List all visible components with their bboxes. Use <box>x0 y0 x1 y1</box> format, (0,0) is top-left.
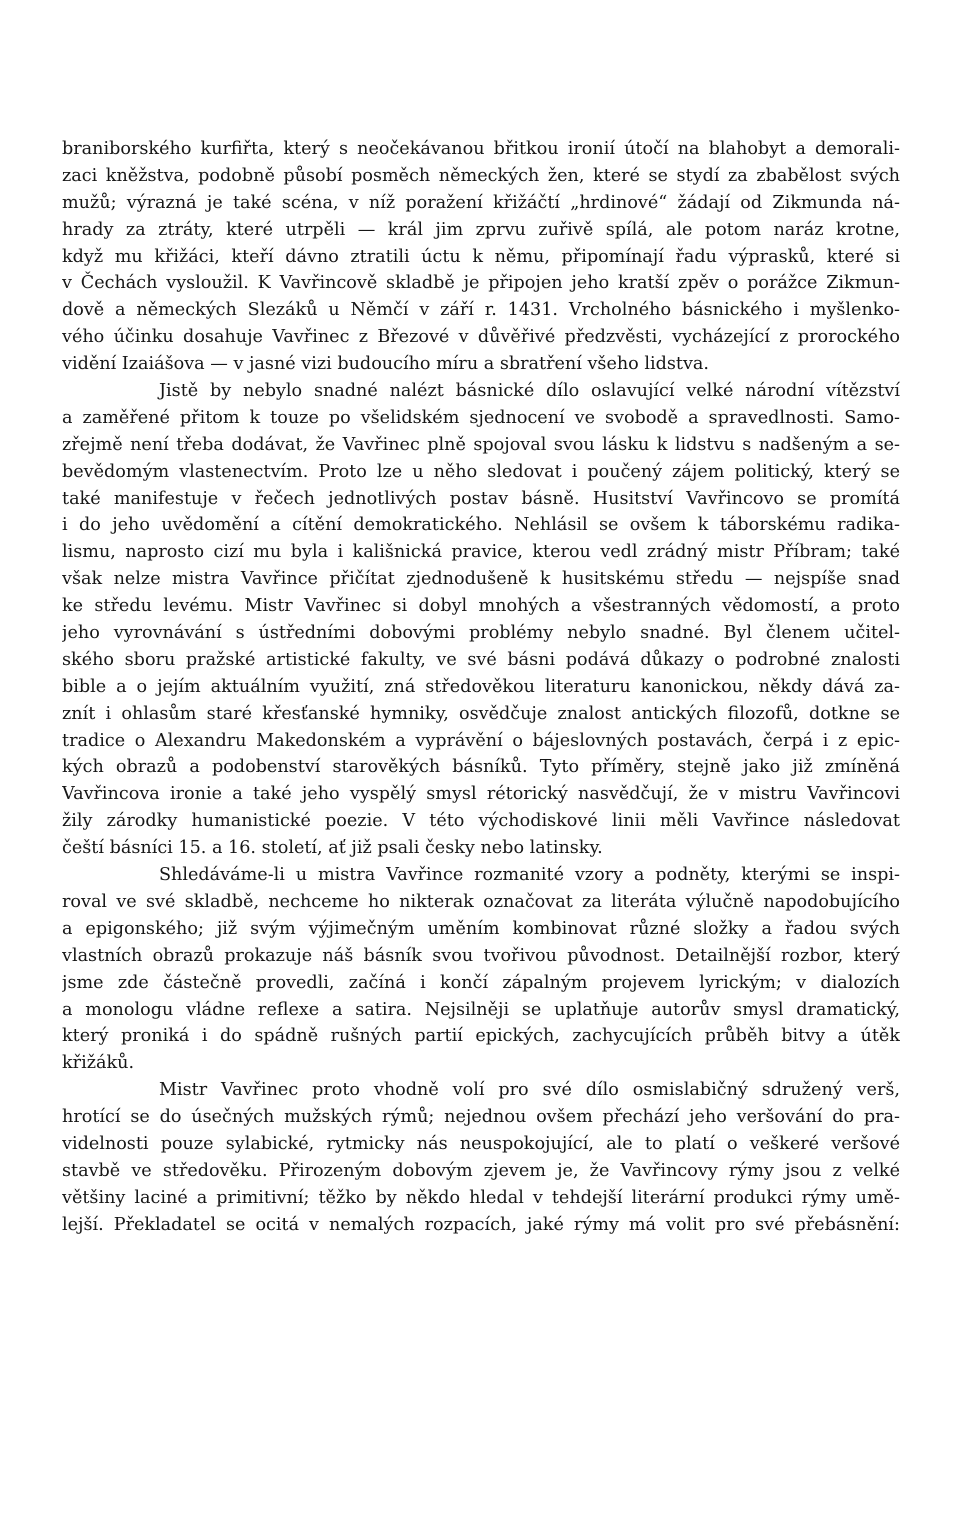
text-line: tradice o Alexandru Makedonském a vyprávění o bájeslovných postavách, čerpá i z epic- <box>62 730 900 751</box>
text-line: a epigonského; již svým výjimečným uměním kombinovat různé složky a řadou svých <box>62 918 900 939</box>
text-line: Mistr Vavřinec proto vhodně volí pro své dílo osmislabičný sdružený verš, <box>159 1080 900 1101</box>
text-line: když mu křižáci, kteří dávno ztratili úctu k němu, připomínají řadu výprasků, které si <box>62 246 900 267</box>
text-line: hrady za ztráty, které utrpěli — král jim zprvu zuřivě spílá, ale potom naráz krotne, <box>62 219 900 240</box>
text-line: také manifestuje v řečech jednotlivých postav básně. Husitství Vavřincovo se promítá <box>62 488 900 509</box>
text-line: Shledáváme-li u mistra Vavřince rozmanité vzory a podněty, kterými se inspi- <box>159 865 900 886</box>
text-line: znít i ohlasům staré křesťanské hymniky, osvědčuje znalost antických filozofů, dotkne se <box>62 703 900 724</box>
text-line: zaci kněžstva, podobně působí posměch německých žen, které se stydí za zbabělost svých <box>62 165 900 186</box>
text-line: a monologu vládne reflexe a satira. Nejsilněji se uplatňuje autorův smysl dramatický, <box>62 999 900 1020</box>
text-line: braniborského kurfiřta, který s neočekávanou břitkou ironií útočí na blahobyt a demorali- <box>62 139 900 159</box>
text-line: Vavřincova ironie a také jeho vyspělý smysl rétorický nasvědčují, že v mistru Vavřincovi <box>62 784 900 805</box>
text-line: bible a o jejím aktuálním využití, zná středověkou literaturu kanonickou, někdy dává za- <box>62 676 900 697</box>
text-line: žily zárodky humanistické poezie. V této východiskové linii měli Vavřince následovat <box>62 811 900 832</box>
text-line: lismu, naprosto cizí mu byla i kališnická pravice, kterou vedl zrádný mistr Příbram; také <box>62 542 900 563</box>
page-text <box>62 136 900 1239</box>
paragraph-1 <box>62 136 900 378</box>
text-line: který proniká i do spádně rušných partií epických, zachycujících průběh bitvy a útěk <box>62 1026 900 1047</box>
paragraph-3 <box>62 862 900 1077</box>
paragraph-4 <box>62 1077 900 1238</box>
text-line: lejší. Překladatel se ocitá v nemalých rozpacích, jaké rýmy má volit pro své přebásnění: <box>62 1214 900 1235</box>
text-line: videlnosti pouze sylabické, rytmicky nás neuspokojující, ale to platí o veškeré veršové <box>62 1133 900 1154</box>
text-line: vidění Izaiášova — v jasné vizi budoucího míru a sbratření všeho lidstva. <box>62 354 710 375</box>
text-line: jeho vyrovnávání s ústředními dobovými problémy nebylo snadné. Byl členem učitel- <box>62 623 900 644</box>
text-line: však nelze mistra Vavřince přičítat zjednodušeně k husitskému středu — nejspíše snad <box>62 569 900 590</box>
text-line: vlastních obrazů prokazuje náš básník svou tvořivou původnost. Detailnější rozbor, který <box>62 945 900 966</box>
text-line: Jistě by nebylo snadné nalézt básnické dílo oslavující velké národní vítězství <box>159 381 900 402</box>
text-line: roval ve své skladbě, nechceme ho nikterak označovat za literáta výlučně napodobujícího <box>62 891 900 912</box>
text-line: mužů; výrazná je také scéna, v níž poražení křižáčtí „hrdinové“ žádají od Zikmunda ná- <box>62 192 900 213</box>
text-line: většiny laciné a primitivní; těžko by někdo hledal v tehdejší literární produkci rýmy umě- <box>62 1187 900 1208</box>
text-line: čeští básníci 15. a 16. století, ať již psali česky nebo latinsky. <box>62 838 603 859</box>
text-line: zřejmě není třeba dodávat, že Vavřinec plně spojoval svou lásku k lidstvu s nadšeným a se- <box>62 434 900 455</box>
text-line: i do jeho uvědomění a cítění demokratického. Nehlásil se ovšem k táborskému radika- <box>62 515 900 536</box>
text-line: v Čechách vysloužil. K Vavřincově skladbě je připojen jeho kratší zpěv o porážce Zikmun- <box>62 273 900 294</box>
text-line: ského sboru pražské artistické fakulty, ve své básni podává důkazy o podrobné znalosti <box>62 649 900 670</box>
text-line: a zaměřené přitom k touze po všelidském sjednocení ve svobodě a spravedlnosti. Samo- <box>62 407 900 428</box>
text-line: bevědomým vlastenectvím. Proto lze u něho sledovat i poučený zájem politický, který se <box>62 461 900 482</box>
text-line: dově a německých Slezáků u Němčí v září r. 1431. Vrcholného básnického i myšlenko- <box>62 300 900 321</box>
text-line: kých obrazů a podobenství starověkých básníků. Tyto příměry, stejně jako již zmíněná <box>62 757 900 778</box>
text-line: jsme zde částečně provedli, začíná i končí zápalným projevem lyrickým; v dialozích <box>62 972 900 993</box>
text-line: ke středu levému. Mistr Vavřinec si dobyl mnohých a všestranných vědomostí, a proto <box>62 596 900 617</box>
text-line: stavbě ve středověku. Přirozeným dobovým zjevem je, že Vavřincovy rýmy jsou z velké <box>62 1160 900 1181</box>
text-line: křižáků. <box>62 1053 135 1074</box>
text-line: hrotící se do úsečných mužských rýmů; nejednou ovšem přechází jeho veršování do pra- <box>62 1107 900 1128</box>
text-line: vého účinku dosahuje Vavřinec z Březové v důvěřivé předzvěsti, vycházející z prorockého <box>62 327 900 348</box>
paragraph-2 <box>62 378 900 862</box>
